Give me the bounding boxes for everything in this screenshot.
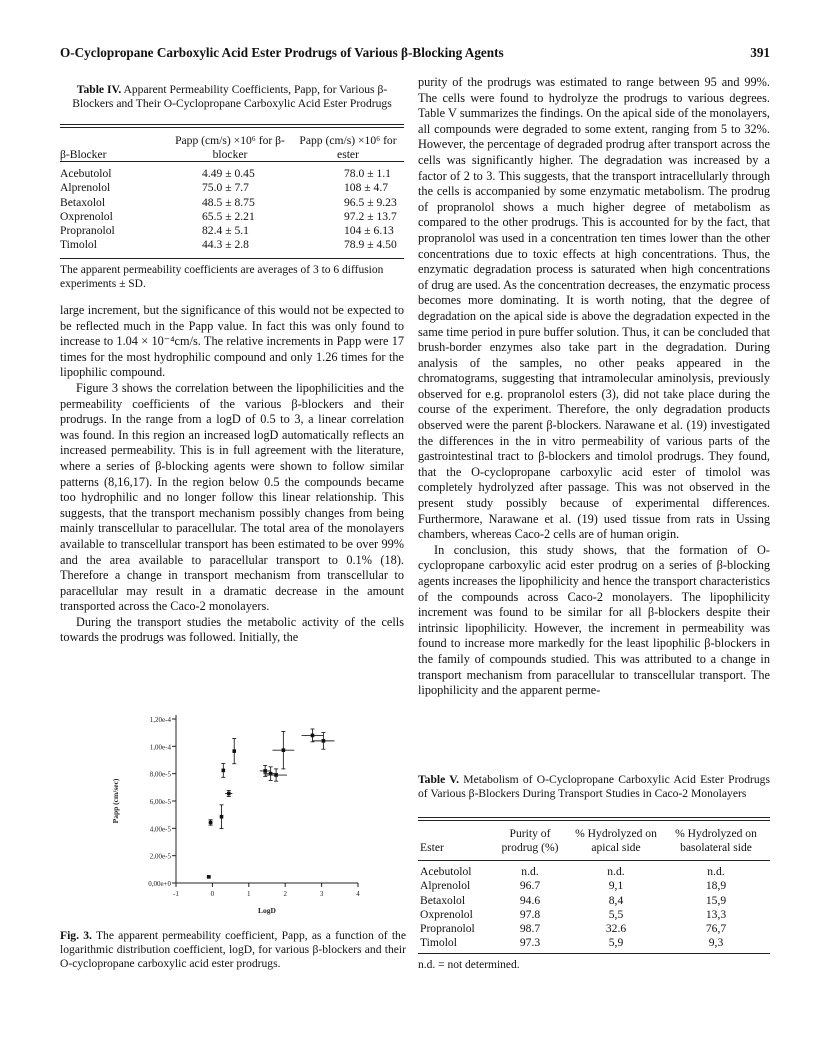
table4-header-row [60,132,404,162]
data-point [207,875,211,879]
data-point [274,773,278,777]
table-cell: 94.6 [519,893,541,907]
table5-footnote: n.d. = not determined. [418,959,520,971]
table-row [60,224,404,238]
table-cell: Acebutolol [60,167,112,180]
table5-body [418,865,770,951]
table-row [418,894,770,908]
table-cell: 96.5 ± 9.23 [344,195,397,209]
paragraph: large increment, but the significance of this would not be expected to be reflected much in the Papp value. In fact this was only found to increase to 1.04 × 10⁻⁴cm/s. The relative increments in Papp were 17 times for the most hydrophilic compound and only 1.26 times for the lipophilic compound. [60,303,404,380]
table4-header-cell: Papp (cm/s) ×10⁶ for β-blocker [175,134,285,161]
table4-header-rule [60,161,404,162]
table5-top-rule [418,817,770,821]
y-tick-label: 2,00e-5 [149,852,171,861]
right-column-text [418,75,770,699]
table4-caption [60,83,404,111]
y-tick-label: 1,20e-4 [149,716,171,724]
table-cell: n.d. [607,865,625,878]
table5-caption [418,773,770,801]
table-row [418,865,770,879]
table-cell: n.d. [521,865,539,878]
data-point [322,739,326,743]
table-cell: 97.8 [519,907,541,921]
table-row [60,167,404,181]
table-cell: 78.0 ± 1.1 [344,167,391,180]
x-tick-label: 1 [247,890,251,898]
table-cell: Oxprenolol [60,209,113,223]
x-axis-label: LogD [258,906,276,915]
y-axis-label: Papp (cm/sec) [111,778,120,824]
table-row [418,922,770,936]
table-cell: Betaxolol [420,893,466,907]
table-cell: 5,9 [608,936,624,950]
table4 [60,132,404,162]
data-point [220,815,224,819]
table-cell: 108 ± 4.7 [344,181,389,195]
figure3-caption-label: Fig. 3. [60,929,92,942]
table4-footnote: The apparent permeability coefficients are averages of 3 to 6 diffusion experiments ± SD. [60,264,384,290]
x-tick-label: -1 [173,890,179,898]
table-cell: Oxprenolol [420,907,473,921]
table-cell: 98.7 [519,922,541,936]
table-cell: 97.2 ± 13.7 [344,209,397,223]
table-cell: Betaxolol [60,195,106,209]
paragraph: purity of the prodrugs was estimated to range between 95 and 99%. The cells were found to hydrolyze the prodrugs to various degrees. Table V summarizes the findings. On the apical side of the monolayers, all compounds were degraded to some extent, ranging from 5 to 32%. However, the percentage of degraded prodrug after transport across the cells was significantly higher. The degradation was increased by a factor of 2 to 3. This suggests, that the transport intracellularly through the cells is accompanied by some enzymatic metabolism. The prodrug of propranolol shows a much higher degree of metabolism as compared to the other prodrugs. This is accounted for by the fact, that propranolol was used in a concentration ten times lower than the other concentrations due to toxic effects at high concentrations. Thus, the enzymatic degradation process is saturated when high concentrations of drug are used. As the concentration decreases, the enzymatic process becomes more dominating. It is worth noting, that the degree of degradation on the apical side is above the degradation expected in the same time period in pure buffer solution. Thus, it can be concluded that brush-border enzymes also take part in the degradation. During analysis of the samples, no other peaks appeared in the chromatograms, suggesting that intramolecular aminolysis, previously observed for e.g. propranolol esters (3), did not take place during the course of the experiment. Therefore, the only degradation products observed were the parent β-blockers. Narawane et al. (19) investigated the differences in the in vitro permeability of various parts of the gastrointestinal tract to β-blockers and timolol prodrugs. They found, that the O-cyclopropane carboxylic acid ester of timolol was completely hydrolyzed after passage. This was not observed in the present study possibly because of experimental differences. Furthermore, Narawane et al. (19) used tissue from rats in Ussing chambers, whereas Caco-2 cells are of human origin. [418,75,770,542]
table-cell: 32.6 [605,922,627,936]
data-point [263,769,267,773]
data-point [232,749,236,753]
data-point [282,748,286,752]
paragraph: In conclusion, this study shows, that the formation of O-cyclopropane carboxylic acid ester prodrug on a series of β-blocking agents increases the lipophilicity and hence the transport characteristics of the compounds across Caco-2 monolayers. The lipophilicity increment was found to be similar for all β-blockers despite their intrinsic lipophilicity. However, the increment in permeability was found to increase more markedly for the least lipophilic β-blockers in the family of compounds studied. This was attributed to a change in transport mechanism from paracellular to transcellular transport. The lipophilicity and the apparent perme- [418,542,770,698]
figure3-chart [100,705,400,925]
table-cell: 8,4 [608,893,624,907]
table4-header-cell: β-Blocker [60,148,107,161]
table-cell: Propranolol [420,922,475,936]
y-tick-label: 6,00e-5 [149,798,171,806]
table5-header-cell: Purity of prodrug (%) [501,827,559,854]
table-cell: 18,9 [705,879,727,893]
table-cell: 15,9 [705,893,727,907]
table-row [418,879,770,893]
table-cell: 65.5 ± 2.21 [202,209,255,223]
table5-caption-text: Metabolism of O-Cyclopropane Carboxylic Acid Ester Prodrugs of Various β-Blockers During Transport Studies in Caco-2 Monolayers [418,773,770,800]
table-cell: 9,1 [608,879,624,893]
y-tick-label: 1,00e-4 [149,743,171,752]
y-tick-label: 0,00e+0 [148,880,171,888]
table-cell: 13,3 [705,907,727,921]
table-cell: 75.0 ± 7.7 [202,181,249,195]
table4-bottom-rule [60,258,404,259]
x-tick-label: 4 [356,890,360,898]
figure3-caption [60,929,406,971]
table4-caption-label: Table IV. [76,83,122,96]
table-cell: Alprenolol [420,879,471,893]
table-cell: n.d. [707,865,725,878]
table-cell: 48.5 ± 8.75 [202,195,255,209]
figure3-caption-text: The apparent permeability coefficient, Papp, as a function of the logarithmic distribution coefficient, logD, for various β-blockers and their O-cyclopropane carboxylic acid ester prodrugs. [60,929,406,970]
paragraph: Figure 3 shows the correlation between the lipophilicities and the permeability coefficients of the various β-blockers and their prodrugs. In the range from a logD of 0.5 to 3, a linear correlation was found. In this region an increased logD automatically reflects an increased permeability. This is in full agreement with the literature, where a series of β-blocking agents were shown to follow similar patterns (8,16,17). In the region below 0.5 the compounds became too hydrophilic and no longer follow this linear relationship. This suggests, that the transport mechanism possibly changes from being mainly transcellular to paracellular. The total area of the monolayers available to transcellular transport has been estimated to be over 99% and the area available to paracellular transport to 0.1% (18). Therefore a change in transport mechanism from transcellular to paracellular may result in a dramatic decrease in the amount transported across the Caco-2 monolayers. [60,380,404,614]
table-cell: 76,7 [705,922,727,936]
table5 [418,825,770,855]
table-cell: 5,5 [608,907,624,921]
page-number: 391 [750,45,770,60]
table4-body [60,167,404,253]
data-point [209,821,213,825]
table4-top-rule [60,124,404,128]
table5-header-cell: Ester [420,841,444,854]
table-cell: Acebutolol [420,865,472,878]
table5-caption-label: Table V. [418,773,460,786]
table-cell: 82.4 ± 5.1 [202,224,249,238]
table5-bottom-rule [418,953,770,954]
table-cell: Alprenolol [60,181,111,195]
table4-caption-text: Apparent Permeability Coefficients, Papp, for Various β-Blockers and Their O-Cyclopropane Carboxylic Acid Ester Prodrugs [72,83,392,110]
paragraph: During the transport studies the metabolic activity of the cells towards the prodrugs was followed. Initially, the [60,614,404,645]
table-row [60,238,404,252]
table-cell: 44.3 ± 2.8 [202,238,249,252]
table5-header-row [418,825,770,855]
table5-header-rule [418,860,770,861]
table-cell: 78.9 ± 4.50 [344,238,397,252]
data-point [311,734,315,738]
table-row [60,181,404,195]
table-row [418,936,770,950]
table-cell: 9,3 [708,936,724,950]
table-cell: 96.7 [519,879,541,893]
y-tick-label: 4,00e-5 [149,825,171,834]
table5-header-cell: % Hydrolyzed on apical side [575,827,657,854]
left-column-text [60,303,404,646]
running-header [60,45,770,61]
table-cell: Timolol [60,238,97,252]
x-tick-label: 2 [283,890,287,898]
x-tick-label: 3 [319,890,324,898]
table4-header-cell: Papp (cm/s) ×10⁶ for ester [299,134,397,161]
running-title: O-Cyclopropane Carboxylic Acid Ester Prodrugs of Various β-Blocking Agents [60,45,504,60]
table-cell: 104 ± 6.13 [344,224,394,238]
table-row [418,908,770,922]
table-cell: 97.3 [519,936,541,950]
y-tick-label: 8,00e-5 [149,770,171,779]
data-point [227,792,231,796]
table-cell: 4.49 ± 0.45 [202,167,255,180]
table-cell: Propranolol [60,224,115,238]
table-row [60,210,404,224]
x-tick-label: 0 [210,890,215,898]
data-point [222,769,226,773]
table5-header-cell: % Hydrolyzed on basolateral side [675,827,757,854]
table-cell: Timolol [420,936,457,950]
table-row [60,196,404,210]
